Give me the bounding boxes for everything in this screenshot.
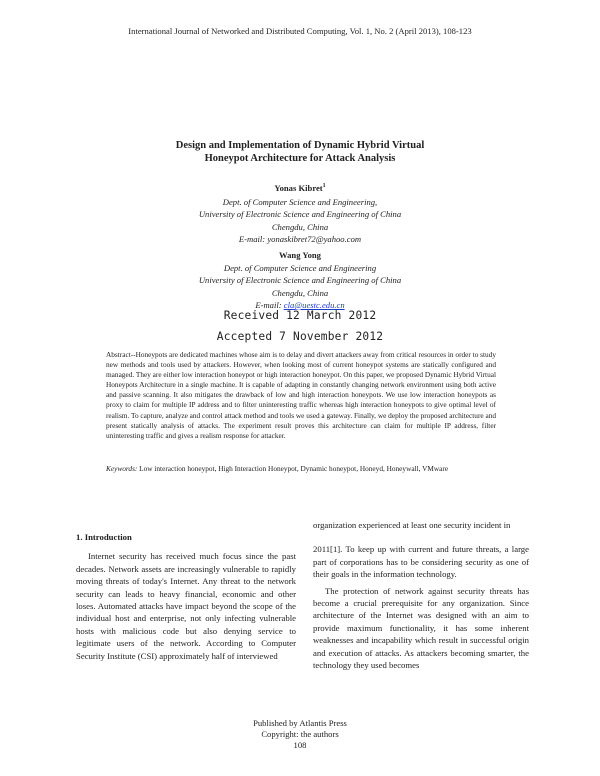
- accepted-date: Accepted 7 November 2012: [216, 330, 384, 343]
- intro-paragraph-3: The protection of network against security threats has become a crucial prerequisite for any organization. Since architecture of the Internet was designed with an aim to provide maximum functionality, it has some inherent weaknesses and incapability which result in successful origin and execution of attacks. As attackers becoming smarter, the technology they used becomes: [313, 585, 529, 671]
- author-email: E-mail: cla@uestc.edu.cn: [255, 299, 345, 310]
- author-dept: Dept. of Computer Science and Engineering: [223, 263, 377, 273]
- author-block-1: [0, 183, 600, 245]
- author-block-2: [0, 250, 600, 311]
- author-university: University of Electronic Science and Engineering of China: [198, 275, 402, 286]
- author-dept: Dept. of Computer Science and Engineering,: [222, 197, 378, 207]
- abstract: Abstract--Honeypots are dedicated machines whose aim is to delay and divert attackers away from critical resources in order to study new methods and tools used by attackers. However, when looking most of current honeypot systems are statically configured and managed. They are either low interaction honeypot or high interaction honeypot. On this paper, we proposed Dynamic Hybrid Virtual Honeypots Architecture in a single machine. It is capable of adapting in constantly changing network environment using both active and passive scanning. It also mitigates the drawback of low and high interaction honeypots. We use low interaction honeypots as proxy to claim for multiple IP address and to filter uninteresting traffic whereas high interaction honeypots to give optimal level of realism. To capture, analyze and control attack method and tools we used a gateway. Finally, we deploy the proposed architecture and present statically analysis of attacks. The experiment result proves this architecture can claim for multiple IP address, filter uninteresting traffic and gives a realism response for attacker.: [106, 350, 496, 440]
- left-column: [76, 531, 296, 662]
- author-university: University of Electronic Science and Engineering of China: [198, 209, 402, 220]
- page-footer: [0, 718, 600, 751]
- received-date: Received 12 March 2012: [223, 309, 377, 322]
- journal-header: International Journal of Networked and Distributed Computing, Vol. 1, No. 2 (April 2013), 108-123: [128, 26, 472, 36]
- publisher: Published by Atlantis Press: [253, 718, 347, 728]
- copyright: Copyright: the authors: [261, 729, 339, 739]
- intro-paragraph-1: Internet security has received much focus since the past decades. Network assets are increasingly vulnerable to rapidly moving threats of today's Internet. Any threat to the network security can leads to heavy financial, economic and other loses. Automated attacks have impact beyond the scope of the individual host and enterprise, not only infecting vulnerable hosts with malicious code but also denying service to legitimate users of the network. According to Computer Security Institute (CSI) approximately half of interviewed: [76, 551, 296, 661]
- keywords-label: Keywords:: [106, 464, 138, 473]
- author-name: Yonas Kibret$^1$: [274, 183, 326, 193]
- title-line-1: Design and Implementation of Dynamic Hybrid Virtual: [175, 140, 425, 151]
- keywords: [106, 464, 496, 474]
- intro-paragraph-2: 2011[1]. To keep up with current and future threats, a large part of corporations has to be considering security as one of their goals in the information technology.: [313, 544, 529, 580]
- keywords-text: Low interaction honeypot, High Interaction Honeypot, Dynamic honeypot, Honeyd, Honeywall, VMware: [137, 464, 449, 473]
- author-city: Chengdu, China: [271, 221, 329, 232]
- author-email-link[interactable]: cla@uestc.edu.cn: [283, 299, 345, 310]
- author-city: Chengdu, China: [271, 287, 329, 298]
- paper-title: [0, 139, 600, 165]
- page-number: 108: [293, 740, 307, 750]
- author-email: E-mail: yonaskibret72@yahoo.com: [238, 233, 362, 244]
- right-column: [313, 519, 529, 671]
- section-heading: 1. Introduction: [76, 532, 132, 542]
- title-line-2: Honeypot Architecture for Attack Analysis: [204, 153, 396, 164]
- author-footnote-mark: 1: [322, 183, 326, 190]
- intro-paragraph-continued: organization experienced at least one security incident in: [313, 520, 511, 530]
- author-name: Wang Yong: [279, 250, 321, 260]
